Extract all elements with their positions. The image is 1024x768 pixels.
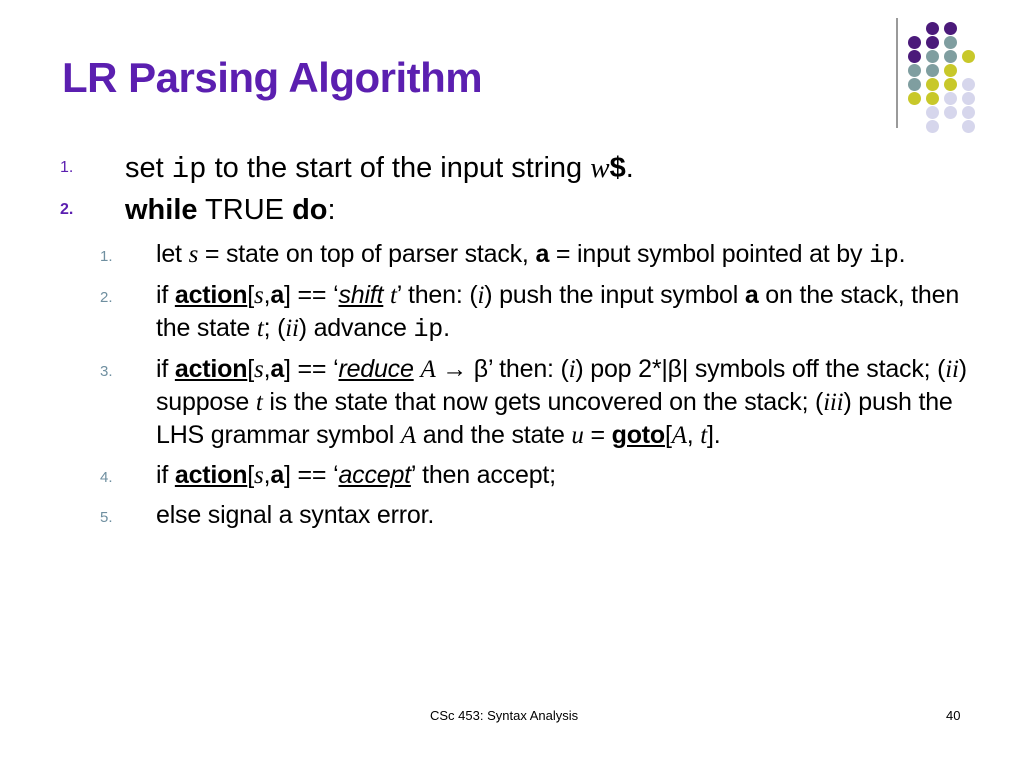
slide-body xyxy=(60,150,980,539)
substep-4-number: 4. xyxy=(100,469,113,486)
decorative-dot xyxy=(908,64,921,77)
footer-course: CSc 453: Syntax Analysis xyxy=(430,708,579,723)
decorative-dot xyxy=(944,78,957,91)
substep-3-number: 3. xyxy=(100,363,113,380)
substep-1-text: let s = state on top of parser stack, a = input symbol pointed at by ip. xyxy=(156,240,906,270)
decorative-dot xyxy=(944,106,957,119)
substep-4 xyxy=(60,459,980,492)
decorative-dot xyxy=(926,22,939,35)
substep-4-text: if action[s,a] == ‘accept’ then accept; xyxy=(156,461,556,489)
decorative-dot xyxy=(926,64,939,77)
decorative-dot xyxy=(944,92,957,105)
step-1-number: 1. xyxy=(60,159,74,176)
substep-5-text: else signal a syntax error. xyxy=(156,501,435,529)
step-1 xyxy=(60,150,980,186)
decorative-dot xyxy=(962,50,975,63)
decorative-dot xyxy=(962,106,975,119)
decorative-dot xyxy=(962,92,975,105)
decorative-dot xyxy=(908,36,921,49)
decorative-dot xyxy=(926,92,939,105)
substep-2 xyxy=(60,279,980,346)
divider-line xyxy=(896,18,898,128)
substep-2-text: if action[s,a] == ‘shift t’ then: (i) push the input symbol a on the stack, then the state t; (ii) advance ip. xyxy=(156,281,960,344)
step-2-text: while TRUE do: xyxy=(125,194,336,226)
step-2-number: 2. xyxy=(60,201,74,218)
step-2 xyxy=(60,192,980,232)
decorative-dot xyxy=(944,22,957,35)
substep-3 xyxy=(60,353,980,452)
substep-5-number: 5. xyxy=(100,509,113,526)
decorative-dot xyxy=(944,64,957,77)
decorative-dot xyxy=(926,120,939,133)
step-1-text: set ip to the start of the input string w$. xyxy=(125,152,634,186)
decorative-dot xyxy=(944,36,957,49)
slide-title: LR Parsing Algorithm xyxy=(62,54,483,101)
decorative-dot xyxy=(926,106,939,119)
decorative-dot xyxy=(944,50,957,63)
decorative-dot xyxy=(962,78,975,91)
decorative-dot xyxy=(926,78,939,91)
decorative-dot xyxy=(908,78,921,91)
decorative-dot xyxy=(926,50,939,63)
decorative-dot xyxy=(926,36,939,49)
decorative-dot xyxy=(908,50,921,63)
decorative-dot xyxy=(962,120,975,133)
page-number: 40 xyxy=(946,708,961,723)
decorative-dot xyxy=(908,92,921,105)
substep-1-number: 1. xyxy=(100,248,113,265)
substep-1 xyxy=(60,238,980,272)
substep-2-number: 2. xyxy=(100,289,113,306)
substep-3-text: if action[s,a] == ‘reduce A → β’ then: (i) pop 2*|β| symbols off the stack; (ii) suppose t is the state that now gets uncovered on the stack; (iii) push the LHS grammar symbol A and the state u = goto[A, t]. xyxy=(156,355,967,449)
substep-5 xyxy=(60,499,980,532)
